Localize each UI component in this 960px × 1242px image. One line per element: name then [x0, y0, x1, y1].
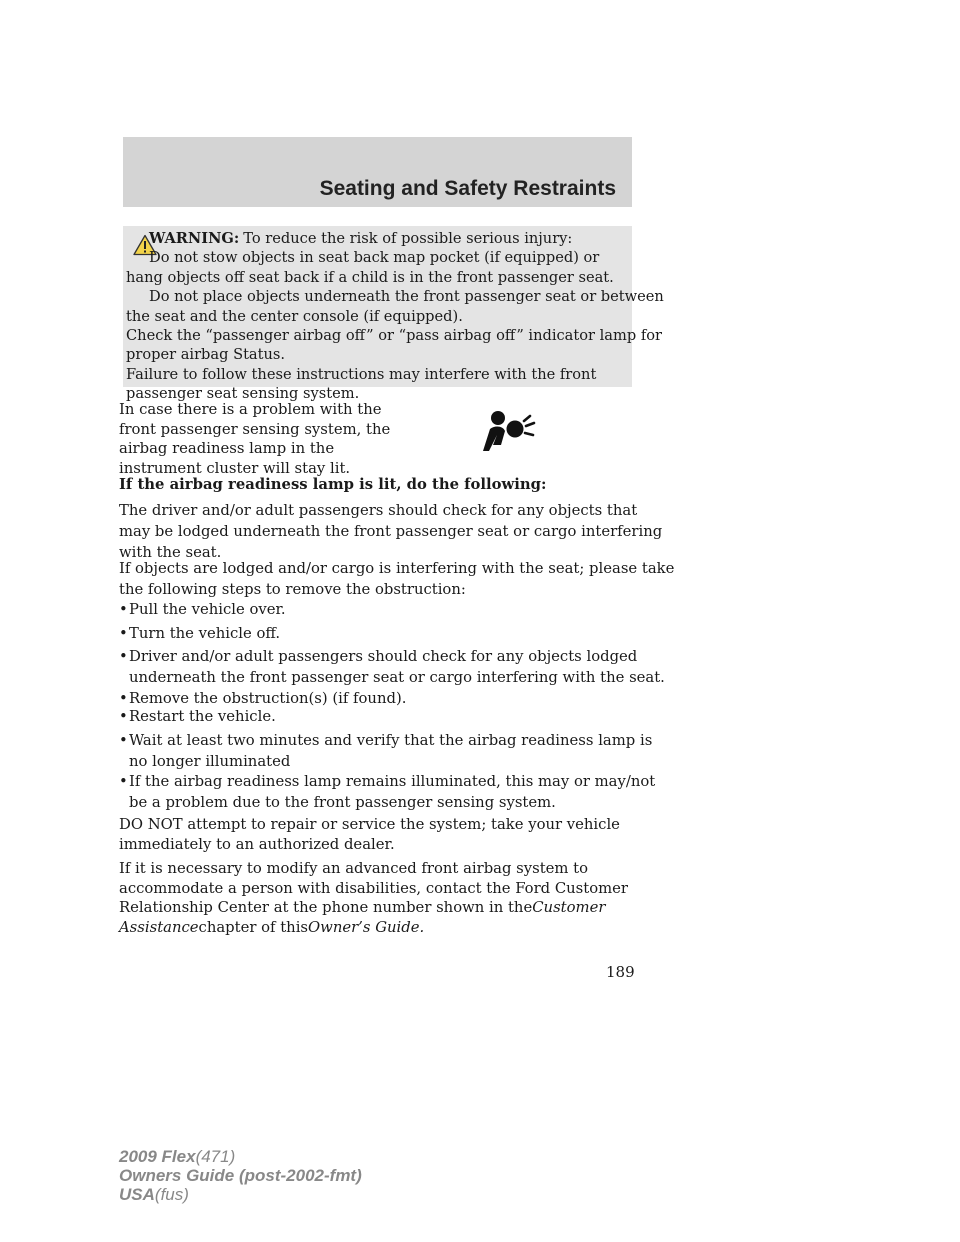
section-title: Seating and Safety Restraints — [319, 177, 616, 200]
subheading: If the airbag readiness lamp is lit, do the following: — [119, 476, 547, 493]
footer-guide: Owners Guide (post-2002-fmt) — [119, 1166, 362, 1185]
document-footer — [119, 1147, 362, 1204]
bullet-dot: • — [119, 732, 128, 749]
warning-line: WARNING: To reduce the risk of possible serious injury: — [149, 230, 573, 247]
bullet-dot: • — [119, 708, 128, 725]
footer-model: 2009 Flex — [119, 1147, 196, 1166]
warning-line: Do not stow objects in seat back map pocket (if equipped) or — [149, 249, 600, 267]
warning-label: WARNING: — [149, 230, 240, 247]
footer-region-code: (fus) — [154, 1185, 189, 1204]
warning-box — [123, 226, 664, 403]
intro-paragraph: In case there is a problem with the front passenger sensing system, the airbag readiness lamp in the instrument cluster will stay lit. — [119, 401, 391, 477]
warning-line: Do not place objects underneath the front passenger seat or between — [149, 288, 664, 306]
warning-line: hang objects off seat back if a child is in the front passenger seat. — [126, 268, 614, 286]
paragraph-do-not-repair: DO NOT attempt to repair or service the system; take your vehicle immediately to an authorized dealer. — [119, 816, 620, 853]
warning-line: the seat and the center console (if equipped). — [126, 307, 463, 325]
footer-region: USA — [119, 1185, 155, 1204]
section-header-band — [123, 137, 632, 207]
bullet-dot: • — [119, 625, 128, 642]
warning-line: passenger seat sensing system. — [126, 385, 360, 403]
warning-line: Failure to follow these instructions may interfere with the front — [126, 365, 597, 383]
bullet-dot: • — [119, 773, 128, 790]
page-number: 189 — [606, 963, 635, 981]
paragraph-check-objects: The driver and/or adult passengers should check for any objects that may be lodged underneath the front passenger seat or cargo interfering with the seat. — [119, 502, 663, 561]
bullet-dot: • — [119, 648, 128, 665]
paragraph-remove-obstruction: If objects are lodged and/or cargo is interfering with the seat; please take the following steps to remove the obstruction: — [119, 560, 675, 598]
bullet-dot: • — [119, 690, 128, 707]
warning-line: Check the “passenger airbag off” or “pass airbag off” indicator lamp for — [126, 327, 662, 345]
paragraph-disabilities: If it is necessary to modify an advanced front airbag system to accommodate a person with disabilities, contact the Ford Customer Relationship Center at the phone number shown in theCustomer Assistancechapter of thisOwner’s Guide. — [119, 860, 628, 936]
bullet-dot: • — [119, 601, 128, 618]
warning-text — [126, 229, 664, 404]
warning-line: proper airbag Status. — [126, 346, 286, 364]
airbag-warning-icon — [481, 405, 537, 457]
footer-model-code: (471) — [195, 1147, 236, 1166]
